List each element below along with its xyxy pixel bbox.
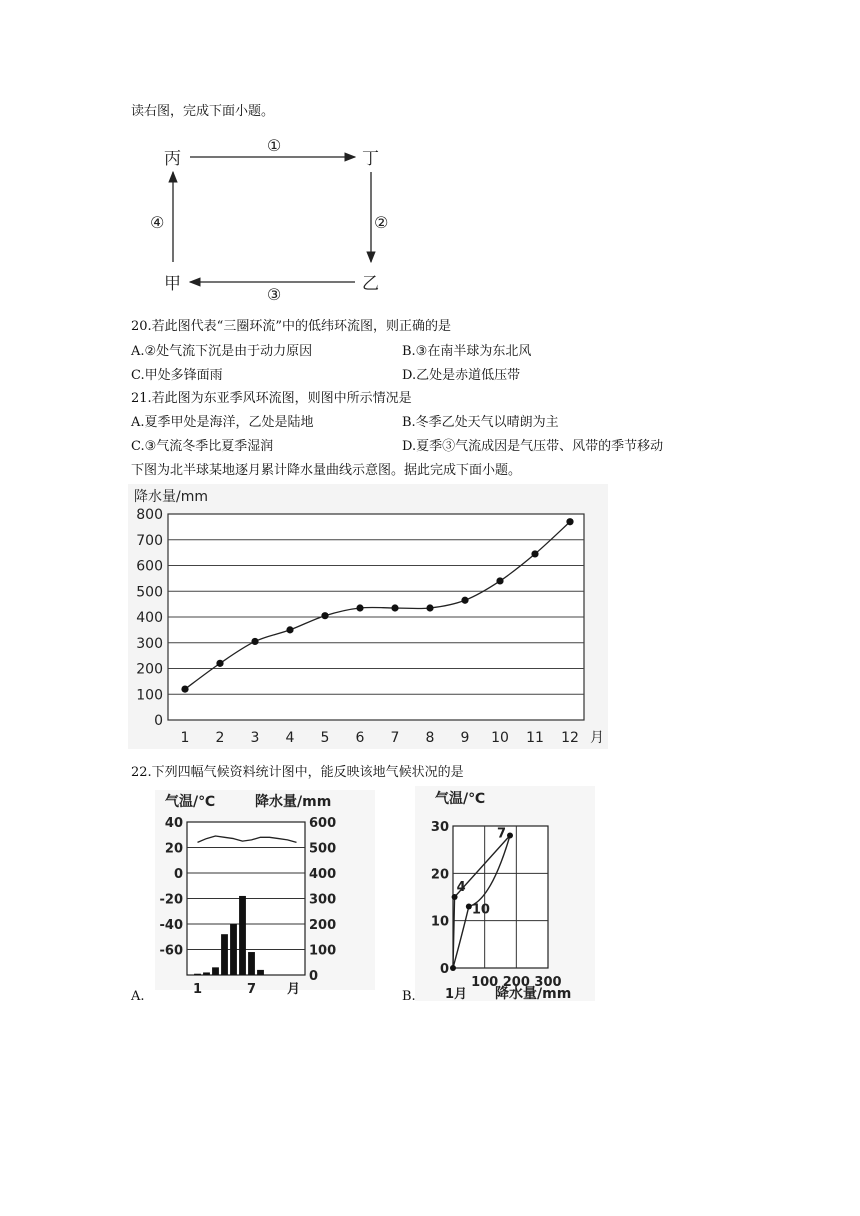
chart2-right-tick: 600 (309, 816, 337, 831)
chart2-left-tick: 0 (173, 867, 183, 882)
chart1-data-point (356, 604, 363, 611)
label-arrow-1: ① (266, 136, 282, 155)
chart3-y-tick: 10 (430, 914, 449, 930)
chart1-y-tick: 100 (136, 687, 163, 704)
chart2-precip-bar (230, 924, 237, 975)
chart3-x-tick: 200 (502, 975, 530, 990)
chart1-y-tick: 500 (136, 584, 163, 601)
q20-option-d: D.乙处是赤道低压带 (402, 368, 521, 383)
label-arrow-3: ③ (266, 285, 282, 304)
node-jia: 甲 (164, 274, 181, 294)
chart3-point-label: 4 (456, 880, 466, 895)
chart2-right-tick: 500 (309, 841, 337, 857)
chart2-x-tick: 1 (192, 982, 203, 997)
chart1-y-tick: 200 (136, 661, 163, 678)
chart1-data-point (461, 597, 468, 604)
node-ding: 丁 (362, 149, 379, 169)
chart3-plot-area (453, 826, 548, 968)
chart1-x-tick: 2 (215, 730, 225, 746)
chart1-x-tick: 8 (425, 730, 435, 746)
chart1-x-tick: 1 (180, 730, 190, 746)
q22-option-b: B. (402, 989, 416, 1004)
chart3-first-month-label: 1月 (445, 987, 468, 1002)
chart2-precip-bar (248, 952, 255, 975)
q21-option-b: B.冬季乙处天气以晴朗为主 (402, 415, 559, 430)
node-bing: 丙 (164, 149, 181, 169)
chart2-precip-bar (221, 934, 228, 975)
chart1-x-tick: 11 (526, 730, 544, 746)
label-arrow-4: ④ (150, 213, 165, 232)
climate-chart-a (155, 790, 375, 997)
chart2-precip-bar (257, 970, 264, 975)
climate-chart-b (415, 786, 595, 1001)
chart2-x-label: 月 (287, 982, 301, 997)
chart1-data-point (286, 626, 293, 633)
node-yi: 乙 (362, 274, 379, 294)
chart1-y-tick: 800 (136, 507, 163, 523)
q21-option-c: C.③气流冬季比夏季湿润 (131, 439, 274, 454)
q20-stem: 20.若此图代表“三圈环流”中的低纬环流图，则正确的是 (131, 319, 451, 334)
chart3-data-point (507, 832, 513, 838)
chart1-x-tick: 3 (250, 730, 260, 746)
chart3-x-label: 降水量/mm (495, 986, 572, 1002)
chart1-y-tick: 700 (136, 532, 163, 549)
chart3-y-tick: 0 (439, 962, 449, 977)
chart1-x-tick: 9 (460, 730, 470, 746)
intro-text-2: 下图为北半球某地逐月累计降水量曲线示意图。据此完成下面小题。 (131, 463, 522, 478)
q21-option-d: D.夏季③气流成因是气压带、风带的季节移动 (402, 439, 664, 454)
chart2-left-tick: -20 (159, 892, 183, 908)
chart2-x-tick: 7 (246, 982, 257, 997)
chart3-x-tick: 100 (471, 975, 499, 990)
q22-stem: 22.下列四幅气候资料统计图中，能反映该地气候状况的是 (131, 765, 464, 780)
chart1-x-tick: 12 (561, 730, 579, 746)
chart3-data-point (450, 965, 456, 971)
chart2-right-tick: 200 (309, 918, 337, 933)
chart1-data-point (321, 612, 328, 619)
chart1-data-point (531, 550, 538, 557)
chart3-point-label: 10 (471, 902, 490, 918)
chart1-y-tick: 300 (136, 635, 163, 652)
q21-stem: 21.若此图为东亚季风环流图，则图中所示情况是 (131, 391, 412, 406)
chart2-right-tick: 300 (309, 892, 337, 908)
label-arrow-2: ② (374, 213, 389, 232)
chart1-x-tick: 6 (355, 730, 365, 746)
chart1-data-point (426, 604, 433, 611)
chart1-data-point (181, 686, 188, 693)
chart2-precip-bar (239, 896, 246, 975)
chart1-x-label: 月 (590, 730, 604, 746)
circulation-diagram (150, 132, 390, 302)
chart1-x-tick: 7 (390, 730, 400, 746)
q20-option-c: C.甲处多锋面雨 (131, 368, 223, 383)
chart2-left-tick: 20 (164, 841, 183, 857)
chart2-precip-bar (212, 967, 219, 975)
q20-option-b: B.③在南半球为东北风 (402, 344, 532, 359)
chart1-data-point (391, 604, 398, 611)
q21-option-a: A.夏季甲处是海洋，乙处是陆地 (131, 415, 314, 430)
chart2-left-tick: -60 (159, 943, 183, 959)
chart1-y-label: 降水量/mm (134, 489, 208, 505)
chart1-y-tick: 600 (136, 558, 163, 575)
chart2-left-label: 气温/℃ (165, 794, 216, 810)
intro-text-1: 读右图，完成下面小题。 (131, 104, 275, 119)
chart1-data-point (496, 577, 503, 584)
chart2-right-tick: 400 (309, 867, 337, 882)
chart2-right-tick: 0 (309, 969, 319, 984)
chart3-y-label: 气温/℃ (435, 791, 486, 807)
chart1-data-point (251, 638, 258, 645)
chart2-left-tick: 40 (164, 816, 183, 831)
q20-option-a: A.②处气流下沉是由于动力原因 (131, 344, 313, 359)
cumulative-precipitation-chart (128, 484, 608, 749)
chart3-x-tick: 300 (534, 975, 562, 990)
chart1-y-tick: 400 (136, 610, 163, 626)
chart3-point-label: 7 (497, 826, 507, 842)
chart2-right-tick: 100 (309, 943, 337, 959)
chart2-precip-bar (194, 974, 201, 975)
chart1-data-point (216, 660, 223, 667)
chart1-data-point (566, 518, 573, 525)
chart1-x-tick: 5 (320, 730, 330, 746)
chart3-y-tick: 20 (430, 867, 449, 883)
chart1-y-tick: 0 (154, 713, 163, 729)
q22-option-a: A. (131, 989, 145, 1004)
chart1-x-tick: 4 (285, 730, 295, 746)
chart2-precip-bar (203, 972, 210, 975)
chart3-y-tick: 30 (430, 820, 449, 835)
chart1-x-tick: 10 (491, 730, 509, 746)
chart2-right-label: 降水量/mm (255, 794, 332, 810)
chart2-left-tick: -40 (159, 918, 183, 933)
